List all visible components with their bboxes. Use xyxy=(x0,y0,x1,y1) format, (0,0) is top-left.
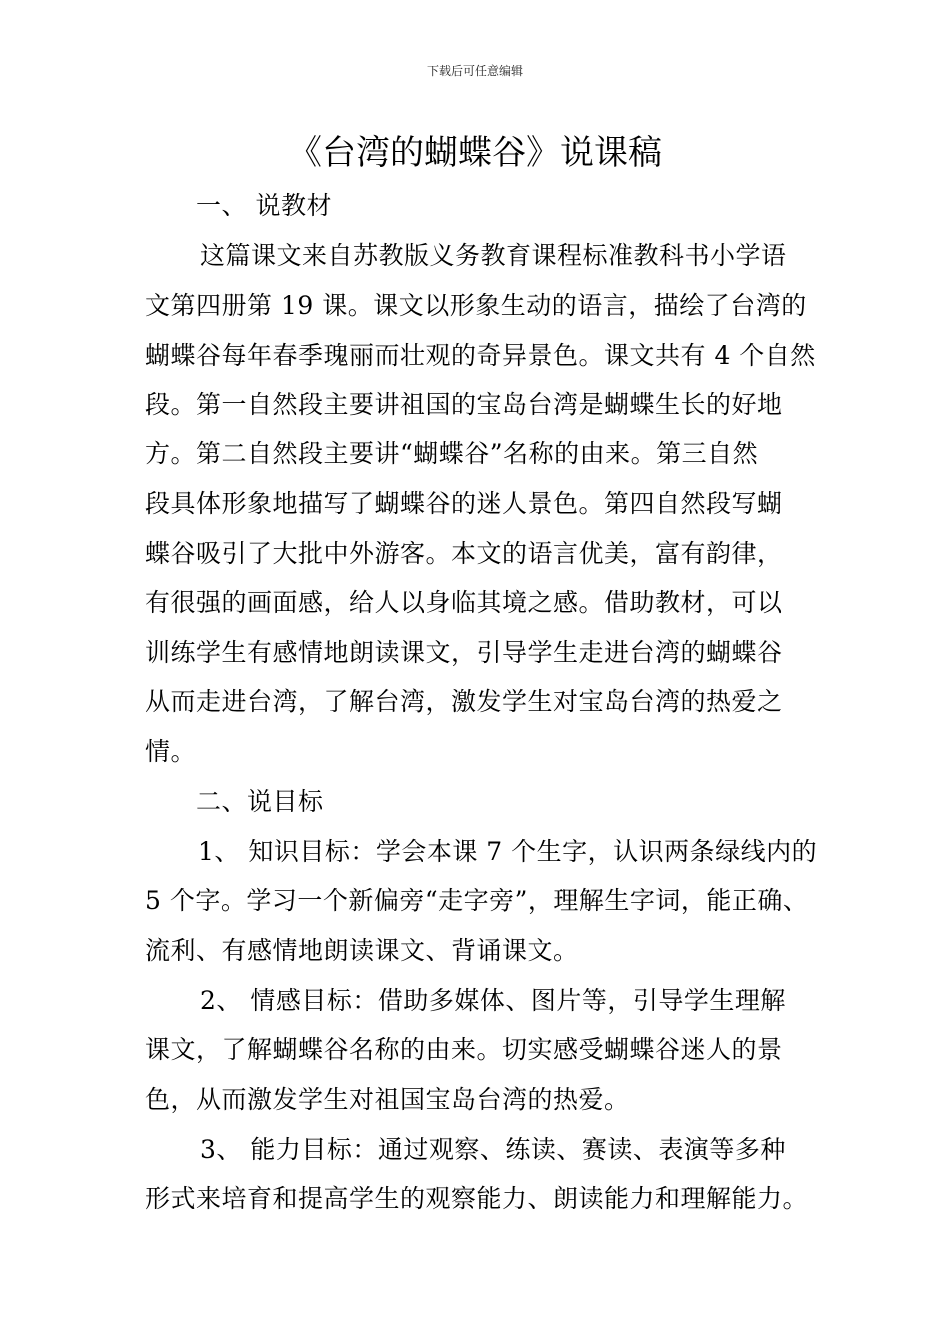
paragraph-line: 方。第二自然段主要讲“蝴蝶谷”名称的由来。第三自然 xyxy=(145,439,759,468)
paragraph-line: 段具体形象地描写了蝴蝶谷的迷人景色。第四自然段写蝴 xyxy=(145,489,783,518)
paragraph-line: 情。 xyxy=(145,737,197,766)
section-heading-goals: 二、说目标 xyxy=(196,787,324,816)
header-note: 下载后可任意编辑 xyxy=(426,64,523,78)
paragraph-line: 文第四册第 19 课。课文以形象生动的语言，描绘了台湾的 xyxy=(145,291,807,320)
paragraph-line: 有很强的画面感，给人以身临其境之感。借助教材，可以 xyxy=(145,588,783,617)
goal-line: 形式来培育和提高学生的观察能力、朗读能力和理解能力。 xyxy=(145,1184,809,1213)
goal-line: 2、 情感目标：借助多媒体、图片等，引导学生理解 xyxy=(200,986,786,1015)
paragraph-line: 这篇课文来自苏教版义务教育课程标准教科书小学语 xyxy=(200,241,787,270)
paragraph-line: 训练学生有感情地朗读课文，引导学生走进台湾的蝴蝶谷 xyxy=(145,638,783,667)
page-title: 《台湾的蝴蝶谷》说课稿 xyxy=(288,133,662,173)
paragraph-line: 蝴蝶谷每年春季瑰丽而壮观的奇异景色。课文共有 4 个自然 xyxy=(145,341,816,370)
goal-line: 色，从而激发学生对祖国宝岛台湾的热爱。 xyxy=(145,1085,630,1114)
paragraph-line: 段。第一自然段主要讲祖国的宝岛台湾是蝴蝶生长的好地 xyxy=(145,390,783,419)
paragraph-line: 蝶谷吸引了大批中外游客。本文的语言优美，富有韵律， xyxy=(145,539,783,568)
goal-line: 5 个字。学习一个新偏旁“走字旁”，理解生字词，能正确、 xyxy=(145,886,809,915)
goal-line: 3、 能力目标：通过观察、练读、赛读、表演等多种 xyxy=(200,1135,786,1164)
paragraph-line: 从而走进台湾，了解台湾，激发学生对宝岛台湾的热爱之 xyxy=(145,687,783,716)
goal-line: 流利、有感情地朗读课文、背诵课文。 xyxy=(145,936,579,965)
goal-line: 1、 知识目标：学会本课 7 个生字，认识两条绿线内的 xyxy=(198,837,818,866)
section-heading-textbook: 一、 说教材 xyxy=(196,191,332,220)
goal-line: 课文，了解蝴蝶谷名称的由来。切实感受蝴蝶谷迷人的景 xyxy=(145,1035,783,1064)
